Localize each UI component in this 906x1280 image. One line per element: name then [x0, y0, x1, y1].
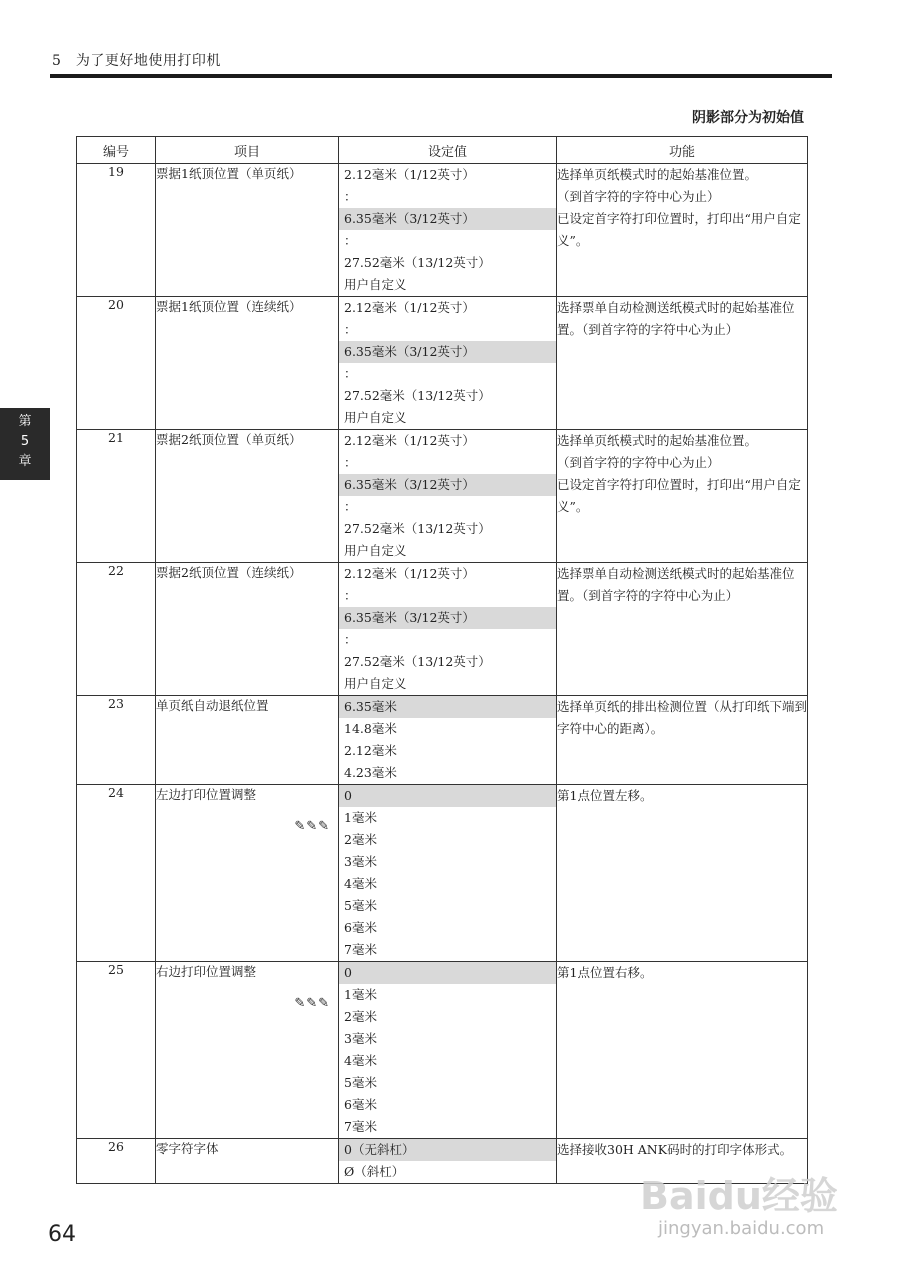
- row-item: [156, 164, 339, 297]
- row-item-label: 票据1纸顶位置（连续纸）: [156, 299, 302, 314]
- col-header-value: 设定值: [339, 137, 557, 164]
- value-option: 3毫米: [344, 1031, 377, 1046]
- chapter-tab-line2: 5: [20, 434, 30, 449]
- default-value: 0: [339, 785, 556, 807]
- table-row: [77, 164, 808, 297]
- row-values: [339, 1139, 557, 1184]
- value-option: 27.52毫米（13/12英寸）: [344, 388, 491, 403]
- shading-note: 阴影部分为初始值: [692, 110, 804, 126]
- value-option: 27.52毫米（13/12英寸）: [344, 255, 491, 270]
- row-item-label: 票据2纸顶位置（单页纸）: [156, 432, 302, 447]
- table-header-row: [77, 137, 808, 164]
- row-item-label: 右边打印位置调整: [156, 964, 257, 979]
- value-option: 用户自定义: [344, 543, 407, 558]
- pencil-icons: ✎✎✎: [294, 819, 330, 834]
- value-option: ：: [344, 189, 357, 204]
- value-option: 2.12毫米（1/12英寸）: [344, 300, 475, 315]
- value-option: ：: [344, 588, 357, 603]
- value-option: 2毫米: [344, 1009, 377, 1024]
- col-header-no: 编号: [77, 137, 156, 164]
- function-text: 第1点位置右移。: [557, 965, 653, 980]
- value-option: 3毫米: [344, 854, 377, 869]
- row-values: [339, 297, 557, 430]
- row-function: [557, 563, 808, 696]
- row-number: 24: [77, 785, 156, 962]
- row-item-label: 票据2纸顶位置（连续纸）: [156, 565, 302, 580]
- function-text: 选择单页纸模式时的起始基准位置。: [557, 433, 758, 448]
- function-text: （到首字符的字符中心为止）: [557, 455, 720, 470]
- col-header-function: 功能: [557, 137, 808, 164]
- row-number: 26: [77, 1139, 156, 1184]
- function-text: 已设定首字符打印位置时，打印出“用户自定义”。: [557, 477, 801, 514]
- row-item: [156, 563, 339, 696]
- default-value: 6.35毫米（3/12英寸）: [339, 474, 556, 496]
- value-option: 7毫米: [344, 1119, 377, 1134]
- row-number: 25: [77, 962, 156, 1139]
- col-header-item: 项目: [156, 137, 339, 164]
- value-option: 用户自定义: [344, 410, 407, 425]
- value-option: 2.12毫米（1/12英寸）: [344, 167, 475, 182]
- value-option: 2.12毫米: [344, 743, 397, 758]
- value-option: ：: [344, 632, 357, 647]
- pencil-icons: ✎✎✎: [294, 996, 330, 1011]
- table-row: [77, 696, 808, 785]
- value-option: 7毫米: [344, 942, 377, 957]
- value-option: ：: [344, 455, 357, 470]
- value-option: ：: [344, 366, 357, 381]
- default-value: 0: [339, 962, 556, 984]
- default-value: 6.35毫米（3/12英寸）: [339, 607, 556, 629]
- default-value: 6.35毫米（3/12英寸）: [339, 341, 556, 363]
- row-function: [557, 164, 808, 297]
- value-option: ：: [344, 233, 357, 248]
- function-text: 选择接收30H ANK码时的打印字体形式。: [557, 1142, 793, 1157]
- row-item: [156, 430, 339, 563]
- row-item: [156, 785, 339, 962]
- default-value: 6.35毫米: [339, 696, 556, 718]
- row-function: [557, 785, 808, 962]
- chapter-tab-line1: 第: [18, 414, 32, 429]
- row-item-label: 零字符字体: [156, 1141, 219, 1156]
- row-item-label: 单页纸自动退纸位置: [156, 698, 269, 713]
- row-item: [156, 1139, 339, 1184]
- row-number: 19: [77, 164, 156, 297]
- value-option: 1毫米: [344, 810, 377, 825]
- row-number: 23: [77, 696, 156, 785]
- value-option: 2.12毫米（1/12英寸）: [344, 433, 475, 448]
- row-item: [156, 962, 339, 1139]
- row-item-label: 左边打印位置调整: [156, 787, 257, 802]
- function-text: 选择票单自动检测送纸模式时的起始基准位置。（到首字符的字符中心为止）: [557, 300, 795, 337]
- row-number: 21: [77, 430, 156, 563]
- running-header: 5 为了更好地使用打印机: [52, 53, 221, 69]
- row-function: [557, 696, 808, 785]
- value-option: 4毫米: [344, 1053, 377, 1068]
- row-function: [557, 430, 808, 563]
- row-values: [339, 696, 557, 785]
- function-text: 选择票单自动检测送纸模式时的起始基准位置。（到首字符的字符中心为止）: [557, 566, 795, 603]
- value-option: 14.8毫米: [344, 721, 397, 736]
- function-text: 选择单页纸的排出检测位置（从打印纸下端到字符中心的距离）。: [557, 699, 808, 736]
- header-rule: [50, 74, 832, 78]
- row-function: [557, 962, 808, 1139]
- value-option: ：: [344, 322, 357, 337]
- row-item: [156, 696, 339, 785]
- value-option: 1毫米: [344, 987, 377, 1002]
- function-text: 已设定首字符打印位置时，打印出“用户自定义”。: [557, 211, 801, 248]
- default-value: 6.35毫米（3/12英寸）: [339, 208, 556, 230]
- row-values: [339, 164, 557, 297]
- value-option: 4.23毫米: [344, 765, 397, 780]
- row-item: [156, 297, 339, 430]
- value-option: 用户自定义: [344, 277, 407, 292]
- value-option: 2.12毫米（1/12英寸）: [344, 566, 475, 581]
- row-number: 20: [77, 297, 156, 430]
- row-values: [339, 962, 557, 1139]
- value-option: 6毫米: [344, 920, 377, 935]
- value-option: 27.52毫米（13/12英寸）: [344, 521, 491, 536]
- watermark-logo: Baidu经验: [640, 1174, 838, 1218]
- watermark-url: jingyan.baidu.com: [658, 1218, 825, 1239]
- default-value: 0（无斜杠）: [339, 1139, 556, 1161]
- table-row: [77, 563, 808, 696]
- row-number: 22: [77, 563, 156, 696]
- table-row: [77, 297, 808, 430]
- row-function: [557, 297, 808, 430]
- settings-table: [76, 136, 808, 1184]
- row-values: [339, 430, 557, 563]
- page-number: 64: [48, 1222, 76, 1247]
- function-text: （到首字符的字符中心为止）: [557, 189, 720, 204]
- table-row: [77, 962, 808, 1139]
- table-row: [77, 430, 808, 563]
- value-option: 4毫米: [344, 876, 377, 891]
- value-option: 5毫米: [344, 1075, 377, 1090]
- value-option: 27.52毫米（13/12英寸）: [344, 654, 491, 669]
- function-text: 第1点位置左移。: [557, 788, 653, 803]
- table-row: [77, 785, 808, 962]
- row-values: [339, 563, 557, 696]
- row-item-label: 票据1纸顶位置（单页纸）: [156, 166, 302, 181]
- row-values: [339, 785, 557, 962]
- value-option: 6毫米: [344, 1097, 377, 1112]
- value-option: 5毫米: [344, 898, 377, 913]
- chapter-tab: [0, 408, 50, 480]
- value-option: ：: [344, 499, 357, 514]
- value-option: 2毫米: [344, 832, 377, 847]
- chapter-tab-line3: 章: [18, 454, 32, 469]
- function-text: 选择单页纸模式时的起始基准位置。: [557, 167, 758, 182]
- value-option: Ø（斜杠）: [344, 1164, 405, 1179]
- value-option: 用户自定义: [344, 676, 407, 691]
